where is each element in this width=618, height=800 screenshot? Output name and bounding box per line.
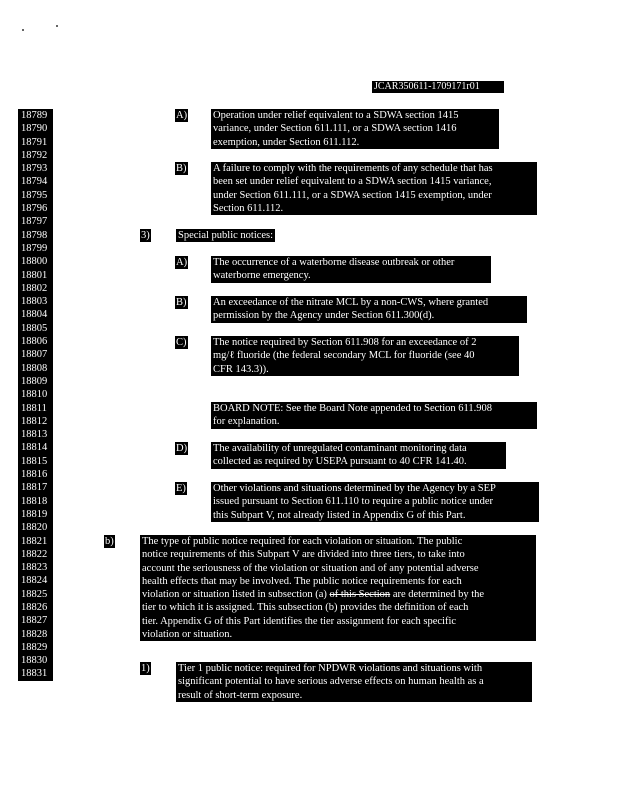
paragraph-unregulated [211,442,506,469]
line-number: 18793 [21,163,48,175]
text-line: collected as required by USEPA pursuant to 40 CFR 141.40. [213,456,467,468]
line-number: 18809 [21,375,48,387]
line-number: 18796 [21,203,48,215]
line-number: 18803 [21,296,48,308]
line-number: 18822 [21,548,48,560]
text-line: tier to which it is assigned. This subsection (b) provides the definition of each [142,602,469,614]
line-number: 18811 [21,402,47,414]
item-label-b: B) [176,163,187,174]
text-line: CFR 143.3)). [213,363,269,375]
text-line: variance, under Section 611.111, or a SDWA section 1416 [213,123,457,135]
line-number: 18799 [21,242,48,254]
paragraph-other-violations [211,482,539,522]
item-label-3: 3) [141,230,150,241]
line-number: 18831 [21,668,48,680]
line-number: 18798 [21,229,48,241]
text-line: waterborne emergency. [213,270,311,282]
text-line: The notice required by Section 611.908 for an exceedance of 2 [213,337,477,348]
text-line: health effects that may be involved. The public notice requirements for each [142,575,462,587]
paragraph-nitrate [211,296,527,323]
line-number: 18830 [21,655,48,667]
paragraph-relief-variance [211,109,499,149]
text-line: exemption, under Section 611.112. [213,136,360,148]
scan-speck [22,29,24,31]
scan-speck [56,25,58,27]
paragraph-schedule-failure [211,162,537,215]
text-line: mg/ℓ fluoride (the federal secondary MCL for fluoride (see 40 [213,350,475,362]
line-number: 18821 [21,535,48,547]
line-number: 18791 [21,136,48,148]
text-line: tier. Appendix G of this Part identifies the tier assignment for each specific [142,615,457,627]
line-number: 18823 [21,562,48,574]
text-line: been set under relief equivalent to a SDWA section 1415 variance, [213,176,492,188]
line-number: 18813 [21,429,48,441]
line-number: 18826 [21,601,48,613]
text-line: significant potential to have serious adverse effects on human health as a [178,676,484,688]
text-line: An exceedance of the nitrate MCL by a non-CWS, where granted [213,297,489,308]
board-note [211,402,537,429]
line-number: 18814 [21,442,48,454]
item-label-tier1: 1) [141,663,150,674]
line-number: 18818 [21,495,48,507]
text-line: this Subpart V, not already listed in Appendix G of this Part. [213,509,466,521]
text-line: Tier 1 public notice: required for NPDWR violations and situations with [178,663,483,674]
text-line: issued pursuant to Section 611.110 to require a public notice under [213,496,494,508]
line-number: 18802 [21,282,48,294]
line-number: 18810 [21,389,48,401]
text-line: violation or situation listed in subsection (a) of this Section are determined by the [142,589,485,601]
special-notices-heading: Special public notices: [178,230,274,241]
item-label-a: A) [176,110,188,121]
line-number: 18829 [21,641,48,653]
line-number: 18795 [21,189,48,201]
text-line: The type of public notice required for each violation or situation. The public [142,536,463,547]
line-number: 18805 [21,322,48,334]
document-id-header: JCAR350611-1709171r01 [372,81,504,93]
item-label-sa: A) [176,257,188,268]
text-line: account the seriousness of the violation or situation and of any potential adverse [142,562,479,574]
text-line: The occurrence of a waterborne disease outbreak or other [213,257,455,268]
line-number: 18797 [21,216,48,228]
line-number: 18792 [21,149,48,161]
line-number: 18820 [21,522,48,534]
line-number: 18794 [21,176,48,188]
text-line: The availability of unregulated contaminant monitoring data [213,443,467,454]
line-number: 18827 [21,615,48,627]
line-number: 18789 [21,110,48,121]
line-number: 18806 [21,336,48,348]
paragraph-waterborne [211,256,491,283]
text-line: A failure to comply with the requirements of any schedule that has [213,163,493,174]
line-number: 18790 [21,123,48,135]
text-line: notice requirements of this Subpart V are divided into three tiers, to take into [142,549,465,561]
text-line: BOARD NOTE: See the Board Note appended to Section 611.908 [213,403,492,414]
line-number: 18812 [21,415,48,427]
text-line: Other violations and situations determined by the Agency by a SEP [213,483,496,494]
paragraph-fluoride [211,336,519,376]
line-number-column [18,109,53,681]
line-number: 18808 [21,362,48,374]
line-number: 18815 [21,455,48,467]
text-line: under Section 611.111, or a SDWA section 1415 exemption, under [213,189,492,201]
item-label-se: E) [176,483,186,494]
item-label-sb: B) [176,297,187,308]
line-number: 18824 [21,575,48,587]
line-number: 18801 [21,269,48,281]
text-line: violation or situation. [142,629,233,641]
line-number: 18819 [21,508,48,520]
line-number: 18800 [21,256,48,268]
paragraph-tier1 [176,662,532,702]
text-line: result of short-term exposure. [178,689,303,701]
item-label-sd: D) [176,443,188,454]
line-number: 18828 [21,628,48,640]
item-label-sc: C) [176,337,187,348]
item-label-b-section: b) [105,536,114,547]
line-number: 18816 [21,469,48,481]
line-number: 18804 [21,309,48,321]
line-number: 18817 [21,482,48,494]
text-line: permission by the Agency under Section 611.300(d). [213,310,435,322]
line-number: 18825 [21,588,48,600]
text-line: Operation under relief equivalent to a SDWA section 1415 [213,110,459,121]
paragraph-notice-tiers [140,535,536,641]
line-number: 18807 [21,349,48,361]
text-line: Section 611.112. [213,202,284,214]
text-line: for explanation. [213,416,280,428]
struck-text: of this Section [329,589,391,601]
